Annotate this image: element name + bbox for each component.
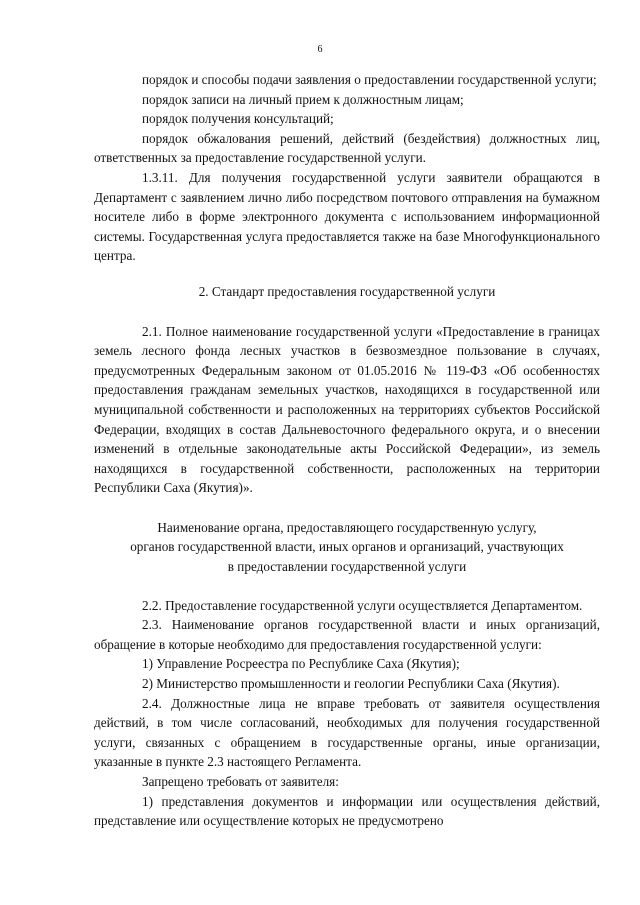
paragraph-consultation-order: порядок получения консультаций; <box>142 111 334 127</box>
list-item-ministry: 2) Министерство промышленности и геологии Республики Саха (Якутия). <box>142 676 560 692</box>
paragraph-1-3-11: 1.3.11. Для получения государственной услуги заявители обращаются в Департамент с заявлением лично либо посредством почтового отправления на бумажном носителе либо в форме электронного документа с использованием информационной системы. Государственная услуга предоставляется также на базе Многофункционального центра. <box>94 169 600 264</box>
subheading <box>94 518 600 577</box>
list-item-rosreestr: 1) Управление Росреестра по Республике Саха (Якутия); <box>142 656 460 672</box>
page-number: 6 <box>317 44 323 55</box>
subheading-line-3: в предоставлении государственной услуги <box>227 559 467 575</box>
paragraph-2-3: 2.3. Наименование органов государственной власти и иных организаций, обращение в которые необходимо для предоставления государственной услуги: <box>94 617 600 652</box>
paragraph-2-4: 2.4. Должностные лица не вправе требовать от заявителя осуществления действий, в том числе согласований, необходимых для получения государственной услуги, связанных с обращением в государственные органы, иные организации, указанные в пункте 2.3 настоящего Регламента. <box>94 695 600 770</box>
paragraph-2-1: 2.1. Полное наименование государственной услуги «Предоставление в границах земель лесного фонда лесных участков в безвозмездное пользование в случаях, предусмотренных Федеральным законом от 01.05.2016 № 119-ФЗ «Об особенностях предоставления гражданам земельных участков, находящихся в государственной или муниципальной собственности и расположенных на территориях субъектов Российской Федерации, входящих в состав Дальневосточного федерального округа, и о внесении изменений в отдельные законодательные акты Российской Федерации», из земель находящихся в государственной собственности, расположенных на территории Республики Саха (Якутия)». <box>94 323 600 496</box>
document-body <box>94 70 600 831</box>
subheading-line-1: Наименование органа, предоставляющего государственную услугу, <box>157 519 537 535</box>
paragraph-appointment-order: порядок записи на личный прием к должностным лицам; <box>142 91 464 107</box>
paragraph-appeal-order: порядок обжалования решений, действий (бездействия) должностных лиц, ответственных за предоставление государственной услуги. <box>94 130 600 166</box>
paragraph-submission-methods: порядок и способы подачи заявления о предоставлении государственной услуги; <box>142 72 597 87</box>
paragraph-2-2: 2.2. Предоставление государственной услуги осуществляется Департаментом. <box>142 597 583 613</box>
section-title: 2. Стандарт предоставления государственной услуги <box>198 283 496 299</box>
paragraph-prohibited: Запрещено требовать от заявителя: <box>142 774 339 789</box>
subheading-line-2: органов государственной власти, иных органов и организаций, участвующих <box>130 539 564 555</box>
list-item-documents: 1) представления документов и информации или осуществления действий, представление или осуществление которых не предусмотрено <box>94 793 600 829</box>
